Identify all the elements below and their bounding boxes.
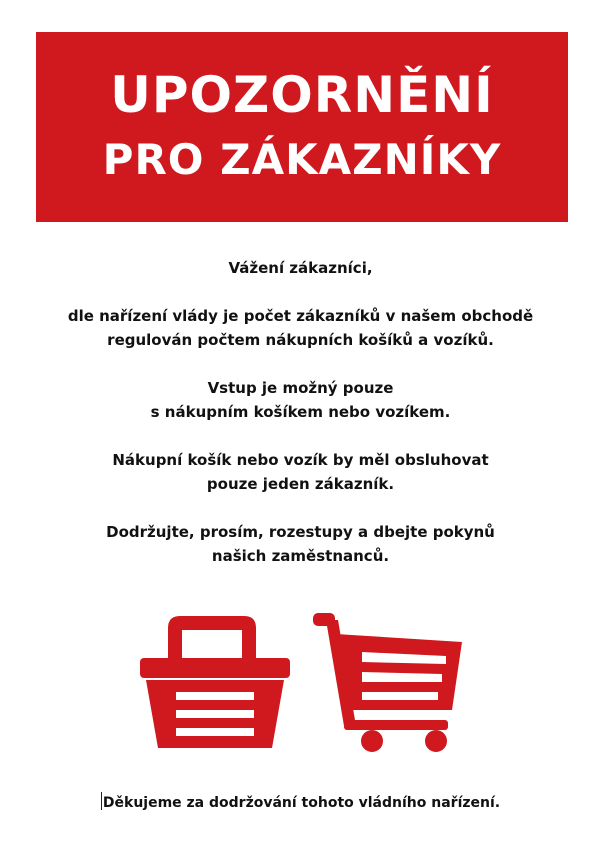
shopping-cart-icon [313, 613, 462, 752]
notice-body [0, 256, 601, 568]
text-cursor [101, 792, 102, 810]
greeting: Vážení zákazníci, [228, 259, 373, 277]
banner-title: UPOZORNĚNÍ [110, 66, 494, 124]
shopping-basket-icon [140, 616, 290, 748]
paragraph-2-line-2: s nákupním košíkem nebo vozíkem. [150, 403, 451, 421]
paragraph-3-line-1: Nákupní košík nebo vozík by měl obsluhovat [112, 451, 489, 469]
paragraph-3-line-2: pouze jeden zákazník. [206, 475, 395, 493]
banner-subtitle: PRO ZÁKAZNÍKY [102, 135, 502, 184]
icons-row [0, 600, 601, 760]
paragraph-2-line-1: Vstup je možný pouze [207, 379, 394, 397]
paragraph-4-line-2: našich zaměstnanců. [211, 547, 390, 565]
footer-text: Děkujeme za dodržování tohoto vládního nařízení. [102, 795, 501, 811]
footer-note [0, 792, 601, 814]
paragraph-1-line-1: dle nařízení vlády je počet zákazníků v našem obchodě [67, 307, 534, 325]
warning-banner [36, 32, 568, 222]
paragraph-1-line-2: regulován počtem nákupních košíků a vozíků. [107, 331, 494, 349]
paragraph-4-line-1: Dodržujte, prosím, rozestupy a dbejte pokynů [106, 523, 495, 541]
